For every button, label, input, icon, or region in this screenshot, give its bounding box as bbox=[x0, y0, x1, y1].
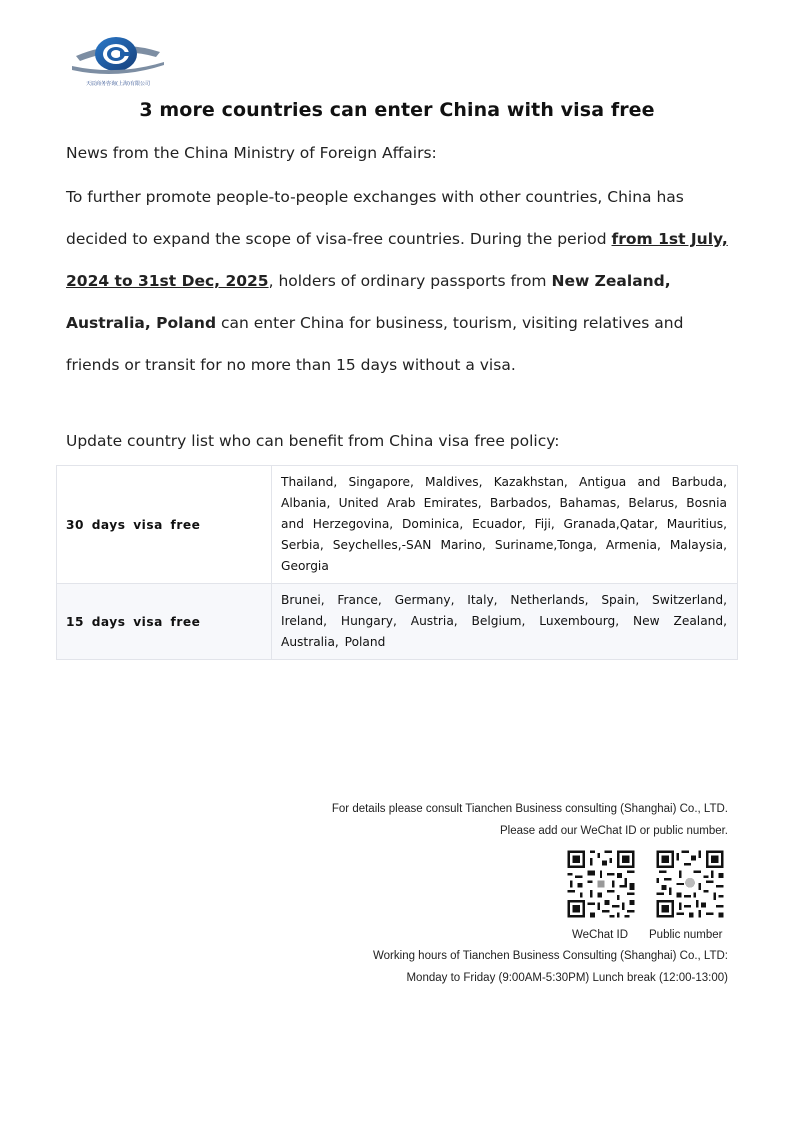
wechat-id-qr-code[interactable] bbox=[565, 848, 637, 920]
working-hours-detail: Monday to Friday (9:00AM-5:30PM) Lunch break (12:00-13:00) bbox=[406, 972, 728, 984]
intro-line: News from the China Ministry of Foreign Affairs: bbox=[66, 144, 437, 162]
wechat-id-label: WeChat ID bbox=[572, 929, 629, 941]
country-list: Brunei, France, Germany, Italy, Netherlands, Spain, Switzerland, Ireland, Hungary, Austria, Belgium, Luxembourg, New Zealand, Australia, Poland bbox=[272, 584, 738, 660]
new-countries: New Zealand, Australia, Poland bbox=[66, 272, 671, 332]
visa-free-table bbox=[56, 465, 738, 660]
table-row bbox=[57, 584, 738, 660]
visa-free-period: from 1st July, 2024 to 31st Dec, 2025 bbox=[66, 230, 728, 290]
logo-caption: 天辰商务咨询(上海)有限公司 bbox=[86, 81, 150, 87]
paragraph-part-1: To further promote people-to-people exchanges with other countries, China has decided to expand the scope of visa-free countries. During the period bbox=[66, 188, 684, 248]
wechat-prompt: Please add our WeChat ID or public number. bbox=[500, 825, 728, 837]
public-number-label: Public number bbox=[649, 929, 723, 941]
visa-category: 15 days visa free bbox=[57, 584, 272, 660]
page-title: 3 more countries can enter China with visa free bbox=[139, 99, 655, 121]
paragraph-part-2: , holders of ordinary passports from bbox=[268, 272, 552, 290]
update-heading: Update country list who can benefit from China visa free policy: bbox=[66, 432, 560, 450]
country-list: Thailand, Singapore, Maldives, Kazakhstan, Antigua and Barbuda, Albania, United Arab Emirates, Barbados, Bahamas, Belarus, Bosnia and Herzegovina, Dominica, Ecuador, Fiji, Granada,Qatar, Mauritius, Serbia, Seychelles,-SAN Marino, Suriname,Tonga, Armenia, Malaysia, Georgia bbox=[272, 466, 738, 584]
visa-category: 30 days visa free bbox=[57, 466, 272, 584]
working-hours-title: Working hours of Tianchen Business Consulting (Shanghai) Co., LTD: bbox=[373, 950, 728, 962]
table-row bbox=[57, 466, 738, 584]
public-number-qr-code[interactable] bbox=[654, 848, 726, 920]
paragraph-part-3: can enter China for business, tourism, visiting relatives and friends or transit for no more than 15 days without a visa. bbox=[66, 314, 684, 374]
consult-line: For details please consult Tianchen Business consulting (Shanghai) Co., LTD. bbox=[331, 803, 728, 815]
announcement-paragraph bbox=[66, 176, 736, 386]
